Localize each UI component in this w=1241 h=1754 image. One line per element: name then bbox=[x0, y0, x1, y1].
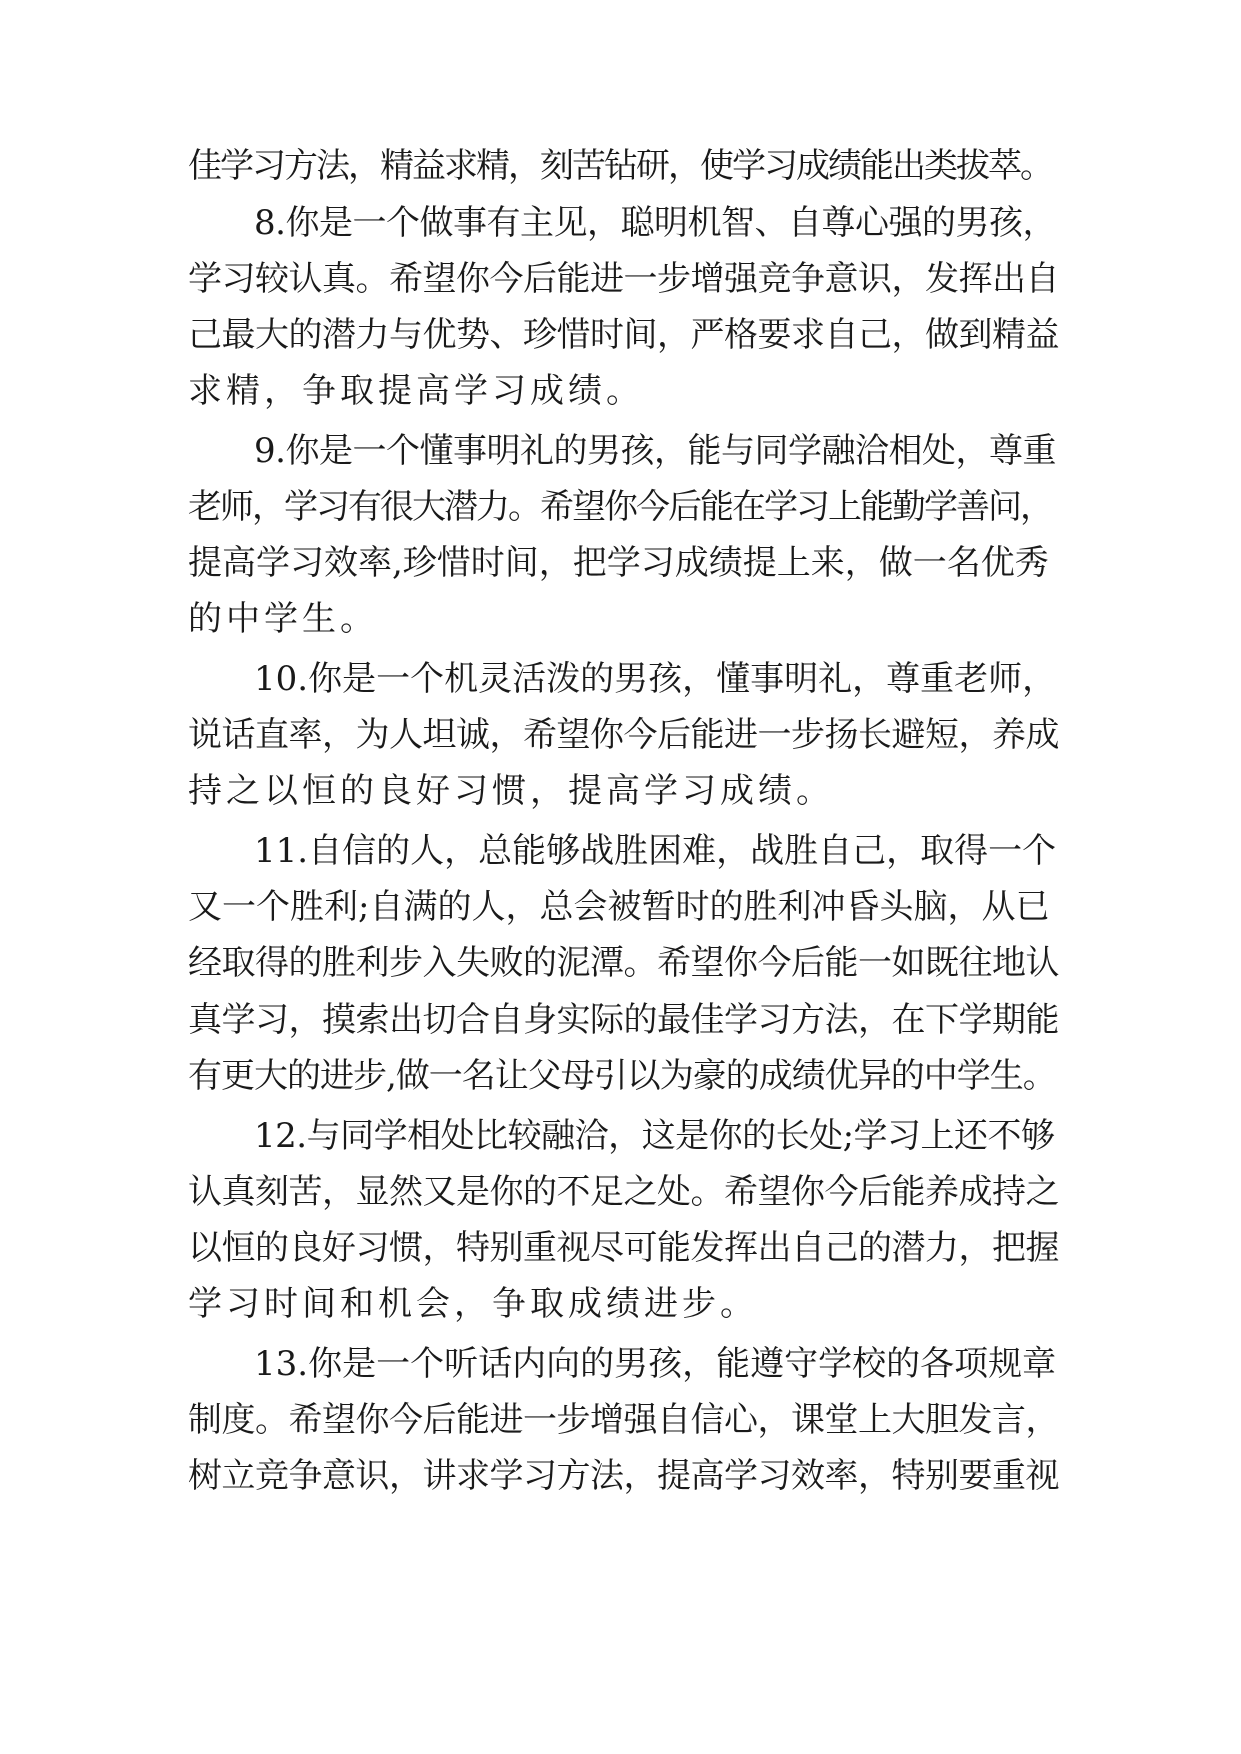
text-line: 制度。希望你今后能进一步增强自信心，课堂上大胆发言， bbox=[188, 1400, 1059, 1440]
text-line: 11.自信的人，总能够战胜困难，战胜自己，取得一个 bbox=[254, 831, 1057, 871]
text-line: 佳学习方法，精益求精，刻苦钻研，使学习成绩能出类拔萃。 bbox=[188, 146, 1052, 186]
text-line: 提高学习效率,珍惜时间，把学习成绩提上来，做一名优秀 bbox=[188, 543, 1049, 583]
text-line: 认真刻苦，显然又是你的不足之处。希望你今后能养成持之 bbox=[188, 1172, 1059, 1212]
text-line: 树立竞争意识，讲求学习方法，提高学习效率，特别要重视 bbox=[188, 1456, 1059, 1496]
text-line: 经取得的胜利步入失败的泥潭。希望你今后能一如既往地认 bbox=[188, 943, 1059, 983]
text-line: 9.你是一个懂事明礼的男孩，能与同学融洽相处，尊重 bbox=[254, 431, 1056, 471]
text-line: 8.你是一个做事有主见，聪明机智、自尊心强的男孩， bbox=[254, 203, 1056, 243]
text-line: 又一个胜利;自满的人，总会被暂时的胜利冲昏头脑，从已 bbox=[188, 887, 1050, 927]
text-line: 持之以恒的良好习惯，提高学习成绩。 bbox=[188, 771, 834, 811]
text-line: 老师，学习有很大潜力。希望你今后能在学习上能勤学善问， bbox=[188, 487, 1052, 527]
text-line: 说话直率，为人坦诚，希望你今后能进一步扬长避短，养成 bbox=[188, 715, 1059, 755]
text-line: 以恒的良好习惯，特别重视尽可能发挥出自己的潜力，把握 bbox=[188, 1228, 1059, 1268]
text-line: 13.你是一个听话内向的男孩，能遵守学校的各项规章 bbox=[254, 1344, 1057, 1384]
text-line: 己最大的潜力与优势、珍惜时间，严格要求自己，做到精益 bbox=[188, 315, 1059, 355]
text-line: 有更大的进步,做一名让父母引以为豪的成绩优异的中学生。 bbox=[188, 1056, 1056, 1096]
text-line: 10.你是一个机灵活泼的男孩，懂事明礼，尊重老师， bbox=[254, 659, 1057, 699]
text-line: 真学习，摸索出切合自身实际的最佳学习方法，在下学期能 bbox=[188, 1000, 1059, 1040]
text-line: 求精，争取提高学习成绩。 bbox=[188, 371, 644, 411]
text-line: 学习较认真。希望你今后能进一步增强竞争意识，发挥出自 bbox=[188, 259, 1059, 299]
text-line: 的中学生。 bbox=[188, 599, 378, 639]
text-line: 学习时间和机会，争取成绩进步。 bbox=[188, 1284, 758, 1324]
text-line: 12.与同学相处比较融洽，这是你的长处;学习上还不够 bbox=[254, 1116, 1055, 1156]
